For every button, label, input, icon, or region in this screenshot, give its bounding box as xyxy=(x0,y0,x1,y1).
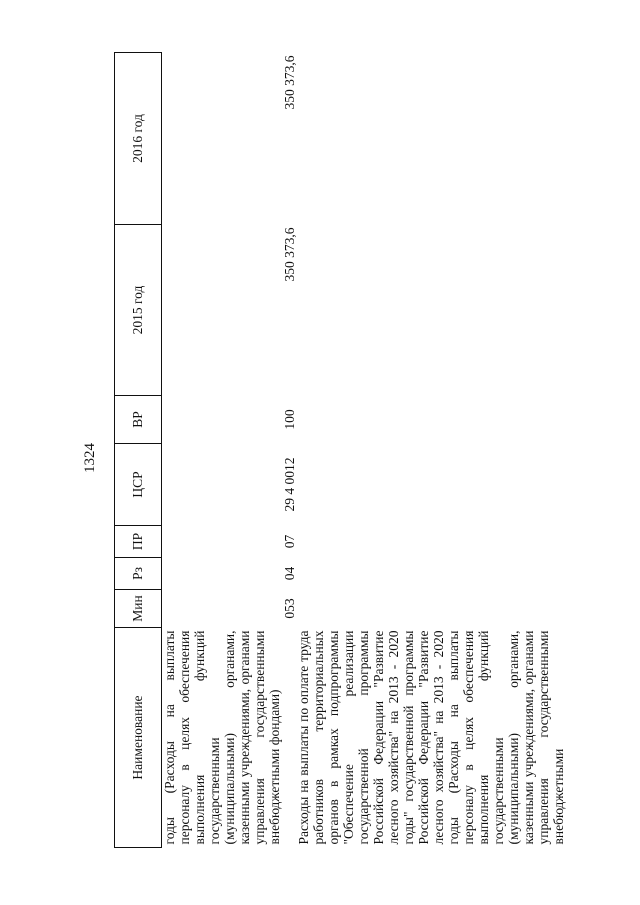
row-2016: 350 373,6 xyxy=(282,55,297,110)
row-rz: 04 xyxy=(282,566,297,581)
row-csr: 29 4 0012 xyxy=(282,457,297,512)
table-header-row xyxy=(115,53,162,848)
row-pr xyxy=(162,526,283,558)
row-name: Расходы на выплаты по оплате труда работников территориальных органов в рамках подпрограммы "Обеспечение реализации государственной программы Российской Федерации "Развитие лесного хозяйства" на 2013 - 2020 годы" государственной программы Российской Федерации "Развитие лесного хозяйства" на 2013 - 2020 годы (Расходы на выплаты персоналу в целях обеспечения выполнения функций государственными (муниципальными) органами, казенными учреждениями, органами управления государственными внебюджетными xyxy=(296,630,566,845)
header-2016: 2016 год xyxy=(115,53,162,225)
row-rz xyxy=(162,558,283,590)
header-rz: Рз xyxy=(115,558,162,590)
header-csr: ЦСР xyxy=(115,444,162,526)
header-pr: ПР xyxy=(115,526,162,558)
row-pr: 07 xyxy=(282,534,297,549)
row-min xyxy=(162,590,283,628)
table-row xyxy=(162,53,283,848)
row-vr xyxy=(162,396,283,444)
page-number: 1324 xyxy=(82,443,98,473)
row-name: годы (Расходы на выплаты персоналу в целях обеспечения выполнения функций государственными (муниципальными) органами, казенными учреждениями, органами управления государственными внебюджетными фондами) xyxy=(162,630,282,845)
header-min: Мин xyxy=(115,590,162,628)
header-vr: ВР xyxy=(115,396,162,444)
row-min: 053 xyxy=(282,598,297,619)
row-2015 xyxy=(162,225,283,396)
row-csr xyxy=(162,444,283,526)
row-2016 xyxy=(162,53,283,225)
table-row xyxy=(282,53,566,848)
row-vr: 100 xyxy=(282,409,297,430)
rotated-content xyxy=(74,48,614,848)
row-2015: 350 373,6 xyxy=(282,227,297,282)
header-2015: 2015 год xyxy=(115,225,162,396)
budget-table xyxy=(114,52,566,848)
header-name: Наименование xyxy=(115,628,162,848)
